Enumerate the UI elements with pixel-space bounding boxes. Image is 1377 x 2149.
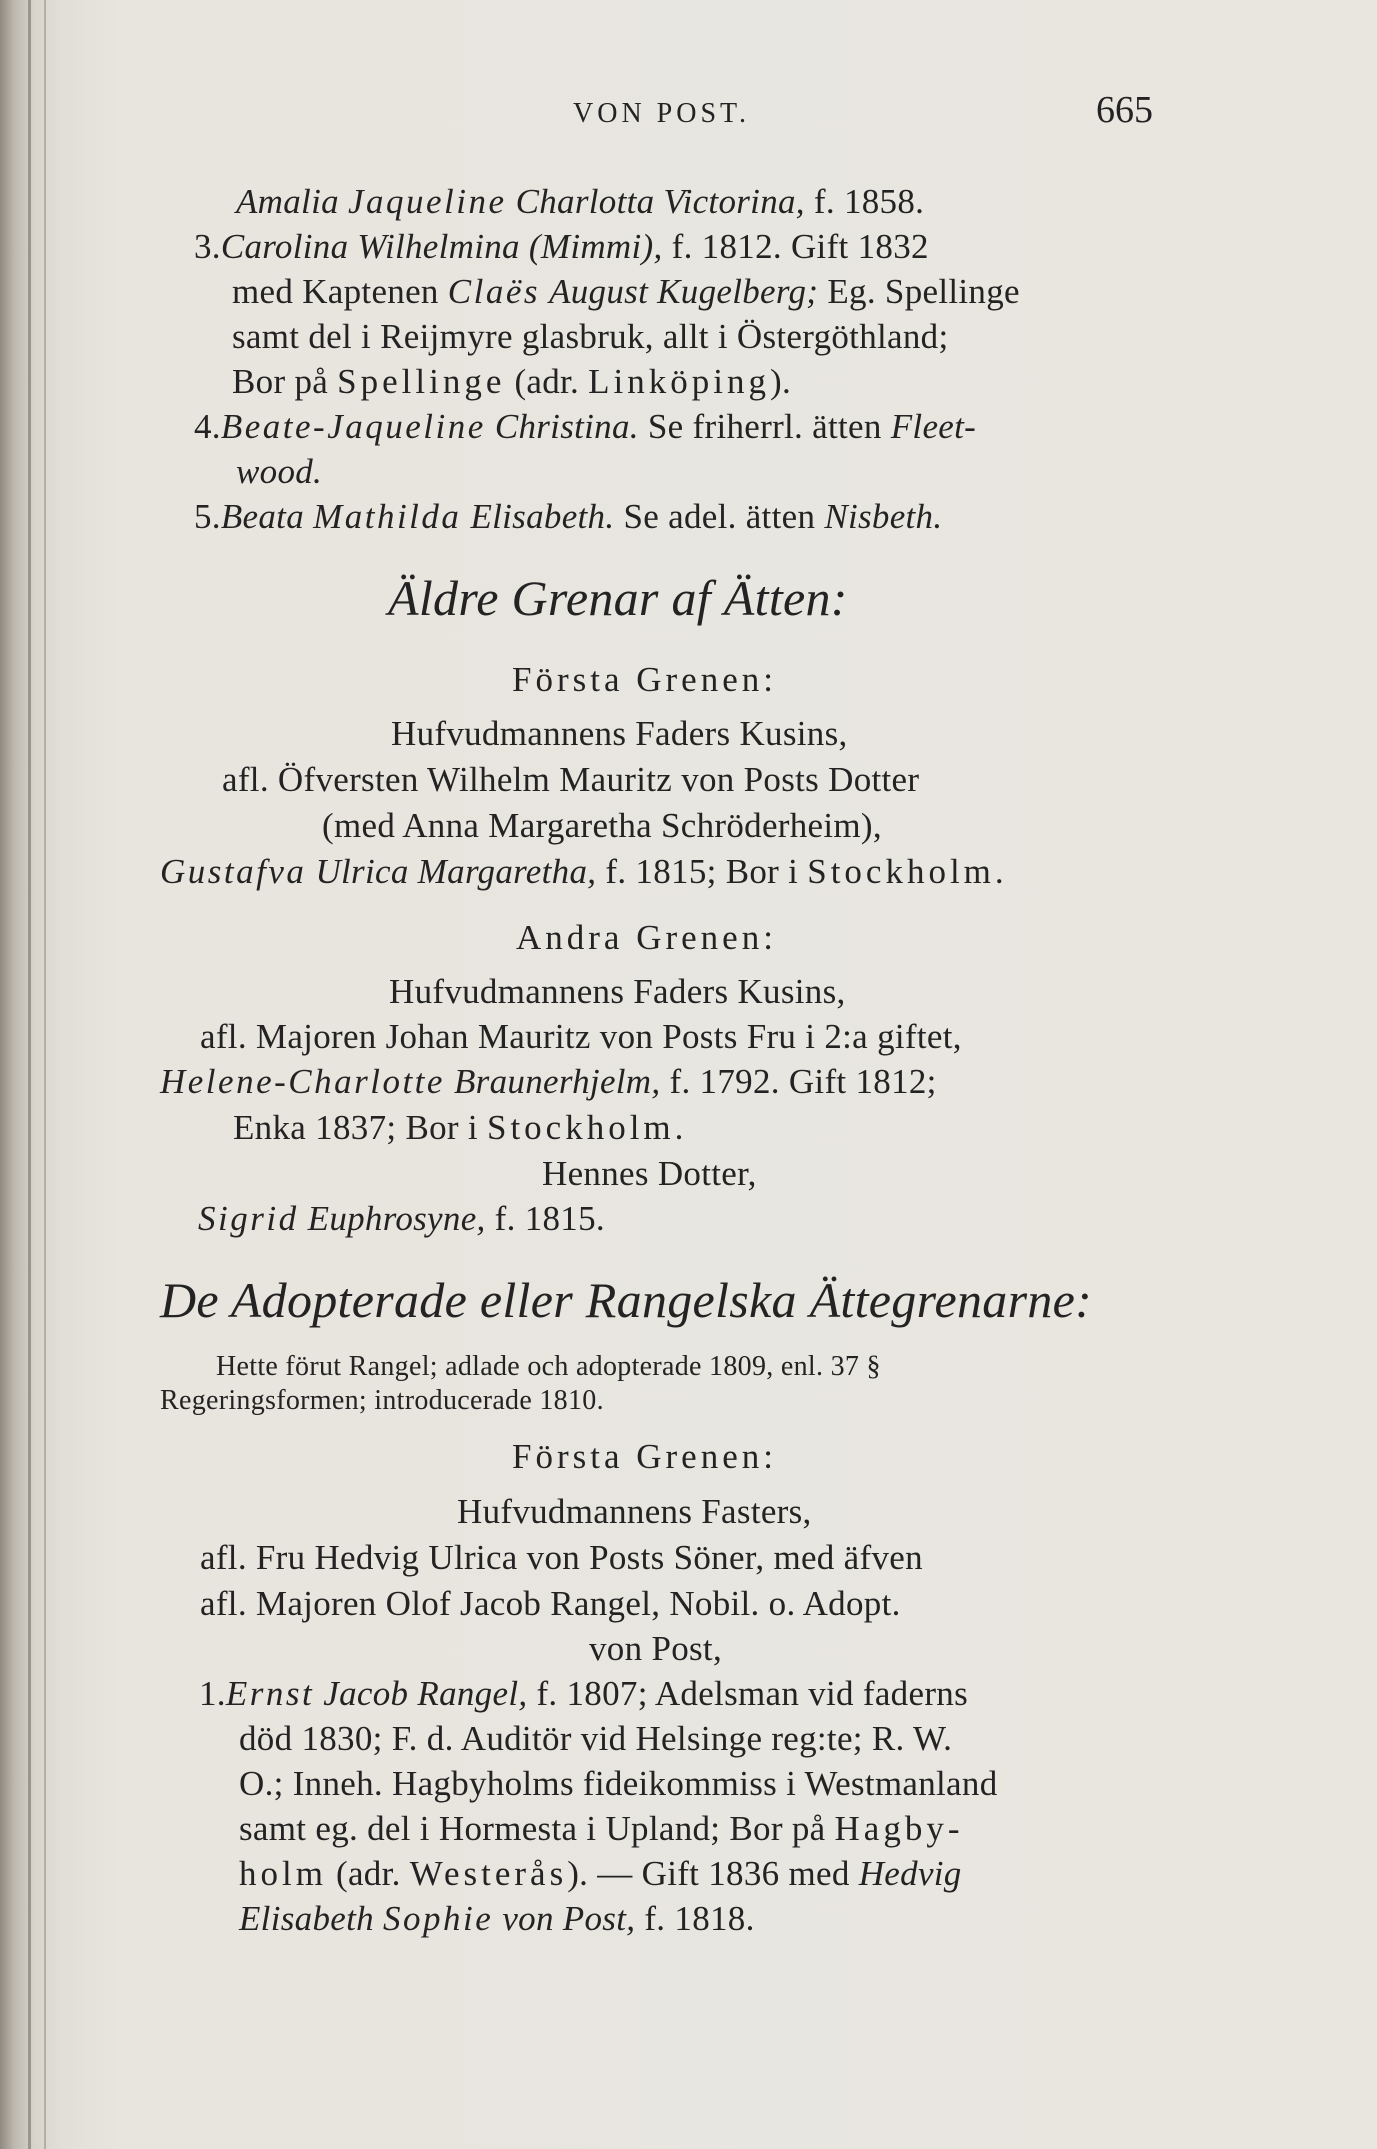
- text-line: (med Anna Margaretha Schröderheim),: [322, 806, 882, 845]
- text-line: holm (adr. Westerås). — Gift 1836 med Hedvig: [239, 1854, 962, 1893]
- text-line: Bor på Spellinge (adr. Linköping).: [232, 362, 792, 401]
- text-line: Amalia Jaqueline Charlotta Victorina, f. 1858.: [236, 182, 925, 221]
- page-number: 665: [1096, 89, 1153, 131]
- text-line: 1.Ernst Jacob Rangel, f. 1807; Adelsman vid faderns: [199, 1674, 968, 1713]
- text-line: samt del i Reijmyre glasbruk, allt i Östergöthland;: [232, 317, 949, 356]
- text-line: Sigrid Euphrosyne, f. 1815.: [198, 1199, 605, 1238]
- text-line: Hufvudmannens Fasters,: [457, 1492, 812, 1531]
- note-line: Hette förut Rangel; adlade och adopterade 1809, enl. 37 §: [216, 1351, 881, 1382]
- text-line: samt eg. del i Hormesta i Upland; Bor på Hagby-: [239, 1809, 964, 1848]
- subheading: Första Grenen:: [512, 660, 777, 699]
- text-line: med Kaptenen Claës August Kugelberg; Eg. Spellinge: [232, 272, 1020, 311]
- text-line: 5.Beata Mathilda Elisabeth. Se adel. ätten Nisbeth.: [194, 497, 943, 536]
- note-line: Regeringsformen; introducerade 1810.: [160, 1385, 604, 1416]
- text-line: von Post,: [589, 1629, 723, 1668]
- page-edge-shadow: [28, 0, 31, 2149]
- text-line: O.; Inneh. Hagbyholms fideikommiss i Westmanland: [239, 1764, 998, 1803]
- text-line: afl. Fru Hedvig Ulrica von Posts Söner, med äfven: [200, 1538, 923, 1577]
- text-line: död 1830; F. d. Auditör vid Helsinge reg:te; R. W.: [239, 1719, 953, 1758]
- running-header: VON POST.: [573, 98, 751, 129]
- text-line: afl. Öfversten Wilhelm Mauritz von Posts Dotter: [222, 760, 920, 799]
- text-line: Enka 1837; Bor i Stockholm.: [233, 1108, 688, 1147]
- text-line: 3.Carolina Wilhelmina (Mimmi), f. 1812. Gift 1832: [194, 227, 929, 266]
- subheading: Första Grenen:: [512, 1437, 777, 1476]
- text-line: wood.: [236, 452, 323, 491]
- text-line: Hufvudmannens Faders Kusins,: [391, 714, 848, 753]
- text-line: afl. Majoren Olof Jacob Rangel, Nobil. o. Adopt.: [200, 1584, 901, 1623]
- text-line: Gustafva Ulrica Margaretha, f. 1815; Bor i Stockholm.: [160, 852, 1008, 891]
- page-edge-line: [44, 0, 46, 2149]
- section-heading: Äldre Grenar af Ätten:: [388, 570, 848, 626]
- text-line: Hennes Dotter,: [542, 1154, 757, 1193]
- text-line: Helene-Charlotte Braunerhjelm, f. 1792. Gift 1812;: [160, 1062, 937, 1101]
- text-line: 4.Beate-Jaqueline Christina. Se friherrl. ätten Fleet-: [194, 407, 977, 446]
- text-line: Elisabeth Sophie von Post, f. 1818.: [239, 1899, 755, 1938]
- section-heading: De Adopterade eller Rangelska Ättegrenarne:: [160, 1272, 1093, 1328]
- text-line: Hufvudmannens Faders Kusins,: [389, 972, 846, 1011]
- text-line: afl. Majoren Johan Mauritz von Posts Fru i 2:a giftet,: [200, 1017, 962, 1056]
- subheading: Andra Grenen:: [516, 918, 777, 957]
